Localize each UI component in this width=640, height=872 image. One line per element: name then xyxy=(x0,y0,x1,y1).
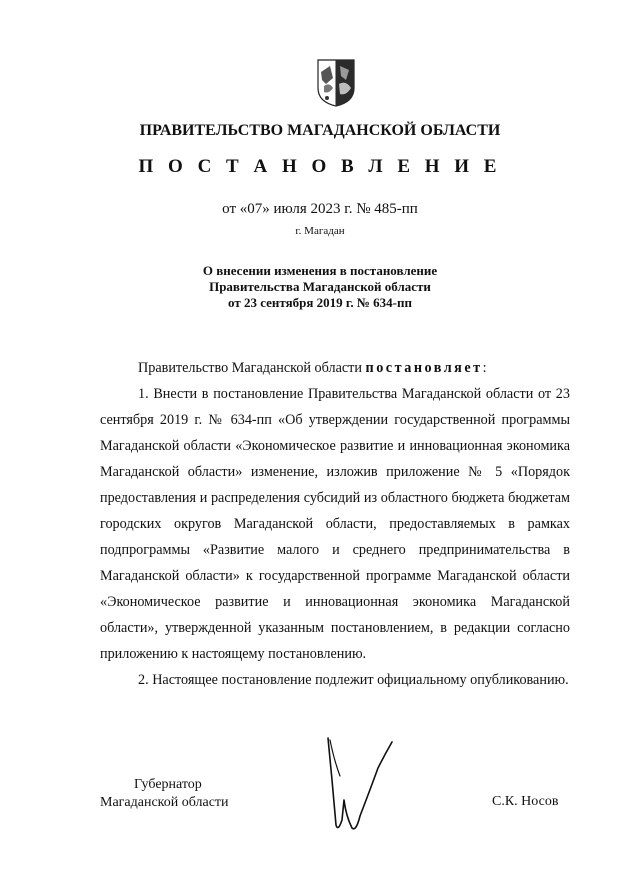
subject-line-2: Правительства Магаданской области xyxy=(209,279,431,294)
organization-title: ПРАВИТЕЛЬСТВО МАГАДАНСКОЙ ОБЛАСТИ xyxy=(139,122,501,139)
signatory-position-line-2: Магаданской области xyxy=(100,795,229,810)
document-body xyxy=(100,355,570,693)
preamble-decree: постановляет xyxy=(365,360,483,376)
document-subject xyxy=(0,263,640,311)
coat-of-arms-icon xyxy=(316,58,356,108)
subject-line-3: от 23 сентября 2019 г. № 634-пп xyxy=(228,295,412,310)
document-type: П О С Т А Н О В Л Е Н И Е xyxy=(138,156,502,177)
subject-line-1: О внесении изменения в постановление xyxy=(202,263,438,278)
document-city: г. Магадан xyxy=(295,225,345,237)
signatory-name: С.К. Носов xyxy=(492,794,559,809)
signatory-position-line-1: Губернатор xyxy=(134,777,202,792)
preamble xyxy=(100,355,570,381)
handwritten-signature xyxy=(320,720,400,840)
paragraph-1: 1. Внести в постановление Правительства Магаданской области от 23 сентября 2019 г. № 634-пп «Об утверждении государственной программы Магаданской области «Экономическое развитие и инновационная экономика Магаданской области» изменение, изложив приложение № 5 «Порядок предоставления и распределения субсидий из областного бюджета бюджетам городских округов Магаданской области, предоставляемых в рамках подпрограммы «Развитие малого и среднего предпринимательства в Магаданской области» к государственной программе Магаданской области «Экономическое развитие и инновационная экономика Магаданской области», утвержденной указанным постановлением, в редакции согласно приложению к настоящему постановлению. xyxy=(100,386,570,662)
signatory-position xyxy=(100,776,229,812)
document-date-number: от «07» июля 2023 г. № 485-пп xyxy=(222,201,418,217)
preamble-colon: : xyxy=(482,360,487,376)
paragraph-2: 2. Настоящее постановление подлежит официальному опубликованию. xyxy=(138,672,569,688)
preamble-text: Правительство Магаданской области xyxy=(138,360,366,376)
